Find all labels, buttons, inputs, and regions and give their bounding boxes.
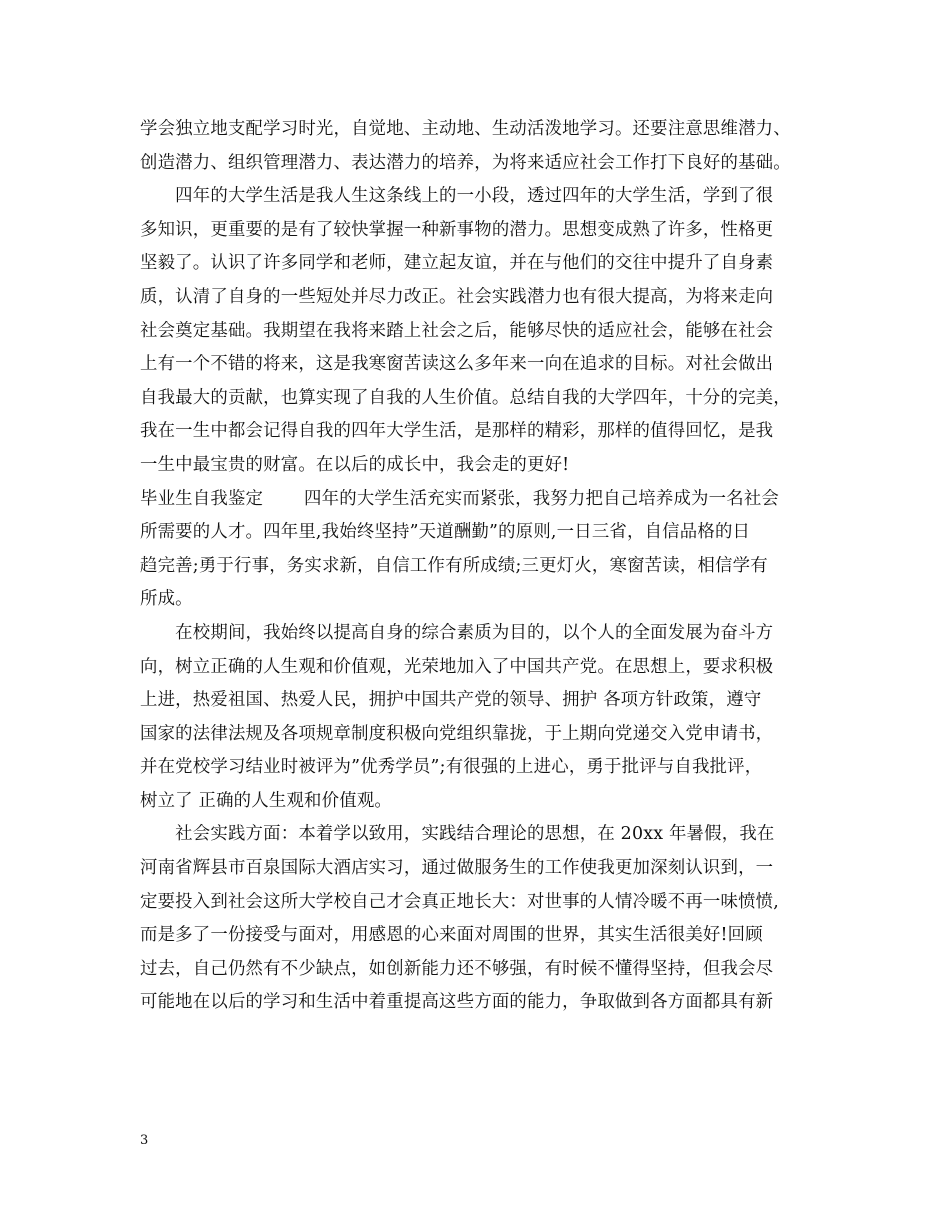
text-line: 坚毅了。认识了许多同学和老师，建立起友谊，并在与他们的交往中提升了自身素 — [140, 253, 774, 274]
text-line: 河南省辉县市百泉国际大酒店实习，通过做服务生的工作使我更加深刻认识到，一 — [140, 858, 774, 879]
text-line: 社会奠定基础。我期望在我将来踏上社会之后，能够尽快的适应社会，能够在社会 — [140, 320, 774, 341]
text-line: 树立了 正确的人生观和价值观。 — [140, 790, 392, 811]
text-line: 社会实践方面：本着学以致用，实践结合理论的思想，在 20xx 年暑假，我在 — [140, 824, 775, 845]
text-line: 上进，热爱祖国、热爱人民，拥护中国共产党的领导、拥护 各项方针政策，遵守 — [140, 690, 762, 711]
text-line: 可能地在以后的学习和生活中着重提高这些方面的能力，争取做到各方面都具有新 — [140, 992, 774, 1013]
text-line: 多知识，更重要的是有了较快掌握一种新事物的潜力。思想变成熟了许多，性格更 — [140, 219, 774, 240]
body-text — [140, 113, 830, 1020]
text-line: 上有一个不错的将来，这是我寒窗苦读这么多年来一向在追求的目标。对社会做出 — [140, 354, 774, 375]
text-line: 趋完善;勇于行事，务实求新，自信工作有所成绩;三更灯火，寒窗苦读，相信学有 — [140, 555, 768, 576]
text-line: 而是多了一份接受与面对，用感恩的心来面对周围的世界，其实生活很美好!回顾 — [140, 925, 763, 946]
text-line: 向，树立正确的人生观和价值观，光荣地加入了中国共产党。在思想上，要求积极 — [140, 656, 774, 677]
text-line: 并在党校学习结业时被评为”优秀学员”;有很强的上进心，勇于批评与自我批评， — [140, 757, 763, 778]
text-line: 一生中最宝贵的财富。在以后的成长中，我会走的更好! — [140, 454, 570, 475]
text-line: 国家的法律法规及各项规章制度积极向党组织靠拢，于上期向党递交入党申请书， — [140, 723, 774, 744]
text-line: 定要投入到社会这所大学校自己才会真正地长大：对世事的人情冷暖不再一味愤愤, — [140, 891, 779, 912]
text-line: 质，认清了自身的一些短处并尽力改正。社会实践潜力也有很大提高，为将来走向 — [140, 286, 774, 307]
text-line: 创造潜力、组织管理潜力、表达潜力的培养，为将来适应社会工作打下良好的基础。 — [140, 152, 791, 173]
text-line: 自我最大的贡献，也算实现了自我的人生价值。总结自我的大学四年，十分的完美， — [140, 387, 791, 408]
text-line: 所成。 — [140, 589, 193, 610]
text-line: 毕业生自我鉴定 四年的大学生活充实而紧张，我努力把自己培养成为一名社会 — [140, 488, 779, 509]
text-line: 过去，自己仍然有不少缺点，如创新能力还不够强，有时候不懂得坚持，但我会尽 — [140, 958, 774, 979]
text-line: 学会独立地支配学习时光，自觉地、主动地、生动活泼地学习。还要注意思维潜力、 — [140, 119, 791, 139]
text-line: 四年的大学生活是我人生这条线上的一小段，透过四年的大学生活，学到了很 — [140, 186, 774, 207]
text-line: 所需要的人才。四年里,我始终坚持”天道酬勤”的原则,一日三省，自信品格的日 — [140, 522, 751, 543]
text-line: 我在一生中都会记得自我的四年大学生活，是那样的精彩，那样的值得回忆，是我 — [140, 421, 774, 442]
page-number: 3 — [140, 1133, 149, 1148]
text-line: 在校期间，我始终以提高自身的综合素质为目的，以个人的全面发展为奋斗方 — [140, 622, 774, 643]
